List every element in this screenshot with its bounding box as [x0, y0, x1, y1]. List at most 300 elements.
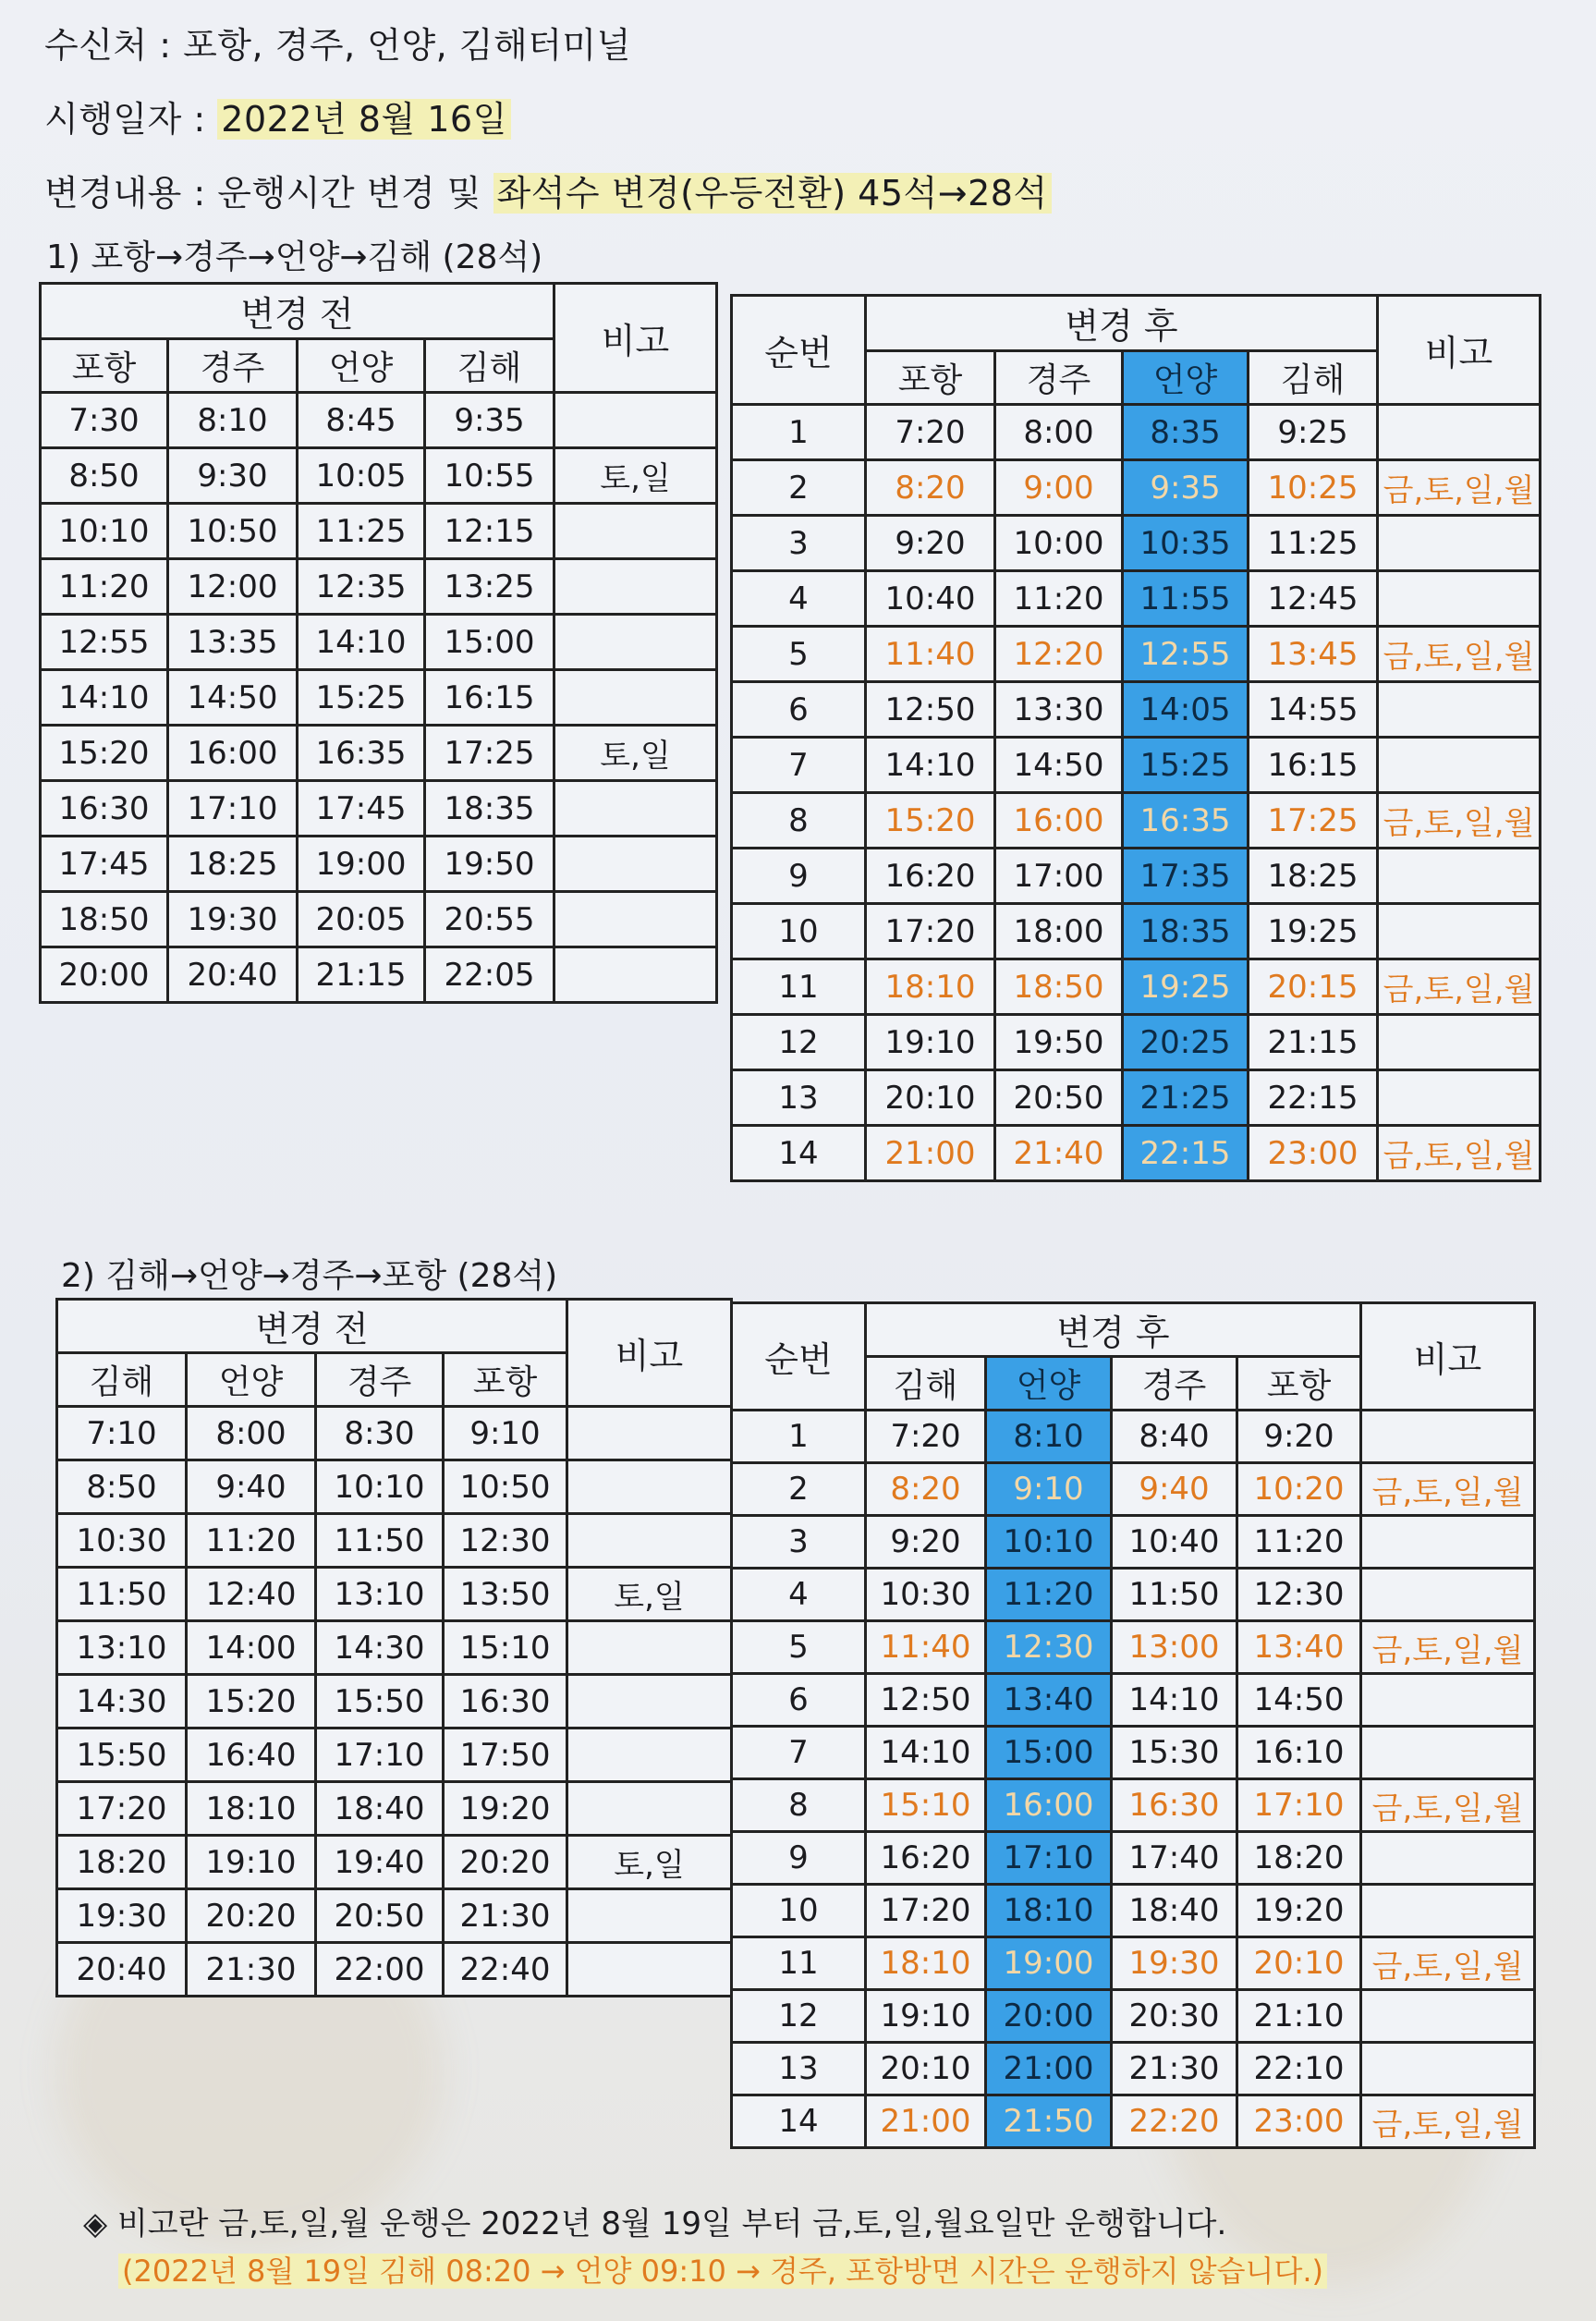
remark-cell	[1379, 905, 1541, 960]
column-header: 김해	[426, 340, 555, 394]
time-cell: 17:00	[996, 849, 1124, 905]
time-cell: 11:20	[996, 572, 1124, 628]
time-cell: 13:10	[317, 1569, 445, 1622]
time-cell: 19:00	[298, 837, 426, 893]
time-cell: 21:00	[867, 2096, 987, 2149]
column-header: 경주	[317, 1354, 445, 1408]
time-cell: 15:10	[867, 1780, 987, 1833]
time-cell: 18:35	[1124, 905, 1249, 960]
remark-cell	[555, 394, 718, 449]
time-cell: 7:20	[867, 1411, 987, 1464]
time-cell: 18:10	[188, 1783, 317, 1837]
time-cell: 14:10	[42, 671, 169, 727]
time-cell: 16:00	[987, 1780, 1113, 1833]
time-cell: 13:00	[1113, 1622, 1238, 1675]
time-cell: 20:50	[996, 1071, 1124, 1127]
time-cell: 13:45	[1249, 628, 1379, 683]
section1-title: 1) 포항→경주→언양→김해 (28석)	[46, 238, 543, 276]
time-cell: 19:30	[1113, 1938, 1238, 1991]
seq-cell: 5	[733, 628, 867, 683]
time-cell: 19:40	[317, 1837, 445, 1890]
header-remark: 비고	[568, 1301, 733, 1408]
time-cell: 14:10	[1113, 1675, 1238, 1728]
time-cell: 19:10	[867, 1991, 987, 2044]
time-cell: 11:55	[1124, 572, 1249, 628]
seq-cell: 14	[733, 2096, 867, 2149]
time-cell: 10:50	[445, 1461, 568, 1515]
column-header: 포항	[867, 352, 996, 406]
time-cell: 20:00	[987, 1991, 1113, 2044]
header-after: 변경 후	[867, 297, 1379, 352]
time-cell: 18:20	[58, 1837, 188, 1890]
time-cell: 21:25	[1124, 1071, 1249, 1127]
time-cell: 19:30	[58, 1890, 188, 1944]
remark-cell	[555, 505, 718, 560]
remark-cell: 금,토,일,월	[1379, 628, 1541, 683]
time-cell: 18:25	[1249, 849, 1379, 905]
remark-cell	[1362, 1991, 1536, 2044]
time-cell: 14:10	[867, 1728, 987, 1780]
seq-cell: 12	[733, 1991, 867, 2044]
remark-cell: 토,일	[568, 1569, 733, 1622]
time-cell: 12:50	[867, 683, 996, 739]
time-cell: 16:35	[298, 727, 426, 782]
time-cell: 20:15	[1249, 960, 1379, 1016]
column-header: 김해	[1249, 352, 1379, 406]
time-cell: 12:35	[298, 560, 426, 616]
footer-note: ◈ 비고란 금,토,일,월 운행은 2022년 8월 19일 부터 금,토,일,월요일만 운행합니다.	[83, 2205, 1227, 2242]
time-cell: 8:00	[188, 1408, 317, 1461]
remark-cell	[1379, 849, 1541, 905]
time-cell: 15:25	[1124, 739, 1249, 794]
time-cell: 11:40	[867, 628, 996, 683]
remark-cell: 금,토,일,월	[1362, 1780, 1536, 1833]
time-cell: 7:10	[58, 1408, 188, 1461]
time-cell: 16:30	[42, 782, 169, 837]
remark-cell	[555, 948, 718, 1004]
time-cell: 20:10	[867, 2044, 987, 2096]
time-cell: 8:30	[317, 1408, 445, 1461]
time-cell: 18:40	[1113, 1886, 1238, 1938]
time-cell: 10:10	[987, 1517, 1113, 1570]
time-cell: 17:10	[317, 1729, 445, 1783]
time-cell: 14:50	[169, 671, 298, 727]
time-cell: 18:00	[996, 905, 1124, 960]
time-cell: 10:10	[42, 505, 169, 560]
time-cell: 19:20	[445, 1783, 568, 1837]
time-cell: 11:25	[298, 505, 426, 560]
time-cell: 20:40	[58, 1944, 188, 1997]
time-cell: 22:00	[317, 1944, 445, 1997]
section2-title: 2) 김해→언양→경주→포항 (28석)	[61, 1257, 558, 1295]
seq-cell: 10	[733, 1886, 867, 1938]
time-cell: 11:50	[317, 1515, 445, 1569]
time-cell: 18:35	[426, 782, 555, 837]
seq-cell: 8	[733, 1780, 867, 1833]
column-header: 경주	[996, 352, 1124, 406]
time-cell: 21:50	[987, 2096, 1113, 2149]
section1-before-table	[39, 282, 718, 1004]
seq-cell: 7	[733, 1728, 867, 1780]
time-cell: 15:20	[188, 1676, 317, 1729]
remark-cell: 토,일	[555, 449, 718, 505]
time-cell: 8:35	[1124, 406, 1249, 461]
time-cell: 14:00	[188, 1622, 317, 1676]
seq-cell: 1	[733, 406, 867, 461]
column-header: 언양	[1124, 352, 1249, 406]
time-cell: 12:30	[987, 1622, 1113, 1675]
time-cell: 12:30	[445, 1515, 568, 1569]
time-cell: 10:30	[58, 1515, 188, 1569]
time-cell: 16:10	[1238, 1728, 1362, 1780]
time-cell: 15:25	[298, 671, 426, 727]
time-cell: 14:30	[317, 1622, 445, 1676]
seq-cell: 11	[733, 1938, 867, 1991]
remark-cell	[1362, 2044, 1536, 2096]
remark-cell	[1379, 1016, 1541, 1071]
seq-cell: 9	[733, 1833, 867, 1886]
time-cell: 15:50	[317, 1676, 445, 1729]
time-cell: 13:40	[1238, 1622, 1362, 1675]
time-cell: 10:55	[426, 449, 555, 505]
time-cell: 19:10	[867, 1016, 996, 1071]
date-value: 2022년 8월 16일	[217, 99, 511, 140]
time-cell: 9:40	[1113, 1464, 1238, 1517]
column-header: 언양	[188, 1354, 317, 1408]
remark-cell	[1362, 1728, 1536, 1780]
seq-cell: 5	[733, 1622, 867, 1675]
remark-cell	[568, 1515, 733, 1569]
time-cell: 10:00	[996, 517, 1124, 572]
section2-after-table	[730, 1301, 1536, 2149]
remark-cell	[555, 616, 718, 671]
time-cell: 18:25	[169, 837, 298, 893]
time-cell: 16:30	[445, 1676, 568, 1729]
time-cell: 11:25	[1249, 517, 1379, 572]
time-cell: 16:00	[996, 794, 1124, 849]
time-cell: 13:10	[58, 1622, 188, 1676]
time-cell: 8:00	[996, 406, 1124, 461]
section2-before-table	[55, 1298, 733, 1997]
remark-cell	[1362, 1517, 1536, 1570]
time-cell: 20:55	[426, 893, 555, 948]
remark-cell: 금,토,일,월	[1379, 960, 1541, 1016]
header-remark: 비고	[1379, 297, 1541, 406]
remark-cell	[555, 837, 718, 893]
time-cell: 21:30	[445, 1890, 568, 1944]
time-cell: 8:40	[1113, 1411, 1238, 1464]
time-cell: 18:40	[317, 1783, 445, 1837]
remark-cell	[1362, 1411, 1536, 1464]
remark-cell	[555, 671, 718, 727]
remark-cell	[568, 1944, 733, 1997]
seq-cell: 6	[733, 683, 867, 739]
time-cell: 15:00	[987, 1728, 1113, 1780]
time-cell: 9:35	[426, 394, 555, 449]
time-cell: 7:30	[42, 394, 169, 449]
column-header: 포항	[42, 340, 169, 394]
time-cell: 23:00	[1238, 2096, 1362, 2149]
remark-cell	[1362, 1833, 1536, 1886]
column-header: 김해	[58, 1354, 188, 1408]
seq-cell: 3	[733, 517, 867, 572]
time-cell: 19:30	[169, 893, 298, 948]
remark-cell: 금,토,일,월	[1362, 1622, 1536, 1675]
date-label: 시행일자 :	[44, 99, 218, 140]
seq-cell: 2	[733, 1464, 867, 1517]
time-cell: 16:35	[1124, 794, 1249, 849]
seq-cell: 13	[733, 1071, 867, 1127]
seq-cell: 12	[733, 1016, 867, 1071]
time-cell: 19:25	[1249, 905, 1379, 960]
time-cell: 8:10	[169, 394, 298, 449]
time-cell: 18:10	[987, 1886, 1113, 1938]
change-label: 변경내용 : 운행시간 변경 및	[44, 173, 493, 214]
time-cell: 13:25	[426, 560, 555, 616]
time-cell: 10:10	[317, 1461, 445, 1515]
time-cell: 17:20	[867, 1886, 987, 1938]
time-cell: 15:30	[1113, 1728, 1238, 1780]
seq-cell: 7	[733, 739, 867, 794]
column-header: 경주	[169, 340, 298, 394]
header-remark: 비고	[1362, 1304, 1536, 1411]
time-cell: 15:00	[426, 616, 555, 671]
time-cell: 22:05	[426, 948, 555, 1004]
remark-cell	[1379, 572, 1541, 628]
time-cell: 16:20	[867, 849, 996, 905]
time-cell: 11:20	[188, 1515, 317, 1569]
header-seq: 순번	[733, 1304, 867, 1411]
time-cell: 21:15	[1249, 1016, 1379, 1071]
time-cell: 10:40	[1113, 1517, 1238, 1570]
time-cell: 19:20	[1238, 1886, 1362, 1938]
change-content-line	[44, 165, 1052, 215]
time-cell: 21:00	[987, 2044, 1113, 2096]
remark-cell: 금,토,일,월	[1362, 1464, 1536, 1517]
time-cell: 8:20	[867, 461, 996, 517]
remark-cell: 금,토,일,월	[1362, 1938, 1536, 1991]
column-header: 김해	[867, 1358, 987, 1411]
time-cell: 11:20	[1238, 1517, 1362, 1570]
change-value: 좌석수 변경(우등전환) 45석→28석	[493, 173, 1052, 214]
time-cell: 21:15	[298, 948, 426, 1004]
time-cell: 9:20	[1238, 1411, 1362, 1464]
remark-cell	[568, 1890, 733, 1944]
remark-cell: 토,일	[568, 1837, 733, 1890]
time-cell: 18:50	[996, 960, 1124, 1016]
remark-cell	[568, 1622, 733, 1676]
header-seq: 순번	[733, 297, 867, 406]
seq-cell: 13	[733, 2044, 867, 2096]
section1-after-table	[730, 294, 1541, 1182]
time-cell: 17:10	[987, 1833, 1113, 1886]
time-cell: 12:45	[1249, 572, 1379, 628]
time-cell: 13:50	[445, 1569, 568, 1622]
effective-date-line	[44, 91, 511, 141]
time-cell: 11:50	[58, 1569, 188, 1622]
remark-cell: 금,토,일,월	[1362, 2096, 1536, 2149]
time-cell: 19:00	[987, 1938, 1113, 1991]
column-header: 언양	[298, 340, 426, 394]
time-cell: 20:40	[169, 948, 298, 1004]
time-cell: 13:30	[996, 683, 1124, 739]
time-cell: 12:15	[426, 505, 555, 560]
remark-cell: 금,토,일,월	[1379, 461, 1541, 517]
time-cell: 9:30	[169, 449, 298, 505]
time-cell: 17:20	[867, 905, 996, 960]
remark-cell	[1362, 1570, 1536, 1622]
time-cell: 10:05	[298, 449, 426, 505]
time-cell: 8:10	[987, 1411, 1113, 1464]
time-cell: 16:15	[1249, 739, 1379, 794]
time-cell: 13:35	[169, 616, 298, 671]
time-cell: 9:25	[1249, 406, 1379, 461]
column-header: 언양	[987, 1358, 1113, 1411]
seq-cell: 1	[733, 1411, 867, 1464]
time-cell: 10:25	[1249, 461, 1379, 517]
time-cell: 8:20	[867, 1464, 987, 1517]
column-header: 경주	[1113, 1358, 1238, 1411]
time-cell: 12:50	[867, 1675, 987, 1728]
time-cell: 17:10	[169, 782, 298, 837]
time-cell: 19:50	[996, 1016, 1124, 1071]
time-cell: 18:10	[867, 1938, 987, 1991]
time-cell: 14:05	[1124, 683, 1249, 739]
time-cell: 19:50	[426, 837, 555, 893]
time-cell: 12:55	[1124, 628, 1249, 683]
time-cell: 19:10	[188, 1837, 317, 1890]
recipients-line: 수신처 : 포항, 경주, 언양, 김해터미널	[44, 25, 631, 66]
time-cell: 14:50	[996, 739, 1124, 794]
seq-cell: 9	[733, 849, 867, 905]
time-cell: 15:50	[58, 1729, 188, 1783]
remark-cell: 토,일	[555, 727, 718, 782]
time-cell: 21:30	[1113, 2044, 1238, 2096]
time-cell: 8:50	[42, 449, 169, 505]
time-cell: 16:30	[1113, 1780, 1238, 1833]
column-header: 포항	[1238, 1358, 1362, 1411]
time-cell: 12:55	[42, 616, 169, 671]
remark-cell	[1362, 1886, 1536, 1938]
time-cell: 14:10	[298, 616, 426, 671]
time-cell: 18:50	[42, 893, 169, 948]
time-cell: 13:40	[987, 1675, 1113, 1728]
seq-cell: 8	[733, 794, 867, 849]
seq-cell: 4	[733, 1570, 867, 1622]
seq-cell: 3	[733, 1517, 867, 1570]
time-cell: 11:20	[987, 1570, 1113, 1622]
time-cell: 14:50	[1238, 1675, 1362, 1728]
time-cell: 10:30	[867, 1570, 987, 1622]
time-cell: 9:35	[1124, 461, 1249, 517]
time-cell: 21:40	[996, 1127, 1124, 1182]
seq-cell: 11	[733, 960, 867, 1016]
remark-cell	[1362, 1675, 1536, 1728]
time-cell: 17:40	[1113, 1833, 1238, 1886]
time-cell: 22:40	[445, 1944, 568, 1997]
time-cell: 21:00	[867, 1127, 996, 1182]
remark-cell: 금,토,일,월	[1379, 1127, 1541, 1182]
time-cell: 12:00	[169, 560, 298, 616]
remark-cell	[568, 1408, 733, 1461]
header-before: 변경 전	[42, 285, 555, 340]
time-cell: 15:20	[42, 727, 169, 782]
time-cell: 22:20	[1113, 2096, 1238, 2149]
time-cell: 10:40	[867, 572, 996, 628]
time-cell: 8:50	[58, 1461, 188, 1515]
remark-cell: 금,토,일,월	[1379, 794, 1541, 849]
time-cell: 14:30	[58, 1676, 188, 1729]
time-cell: 17:25	[1249, 794, 1379, 849]
time-cell: 18:10	[867, 960, 996, 1016]
time-cell: 15:10	[445, 1622, 568, 1676]
time-cell: 9:10	[987, 1464, 1113, 1517]
time-cell: 20:10	[867, 1071, 996, 1127]
column-header: 포항	[445, 1354, 568, 1408]
header-after: 변경 후	[867, 1304, 1362, 1358]
time-cell: 19:25	[1124, 960, 1249, 1016]
time-cell: 17:20	[58, 1783, 188, 1837]
time-cell: 17:45	[298, 782, 426, 837]
time-cell: 18:20	[1238, 1833, 1362, 1886]
remark-cell	[1379, 739, 1541, 794]
seq-cell: 6	[733, 1675, 867, 1728]
time-cell: 9:40	[188, 1461, 317, 1515]
time-cell: 9:20	[867, 517, 996, 572]
time-cell: 22:10	[1238, 2044, 1362, 2096]
time-cell: 14:55	[1249, 683, 1379, 739]
time-cell: 20:10	[1238, 1938, 1362, 1991]
seq-cell: 10	[733, 905, 867, 960]
time-cell: 16:40	[188, 1729, 317, 1783]
time-cell: 17:25	[426, 727, 555, 782]
remark-cell	[568, 1461, 733, 1515]
time-cell: 10:50	[169, 505, 298, 560]
remark-cell	[555, 560, 718, 616]
time-cell: 15:20	[867, 794, 996, 849]
time-cell: 23:00	[1249, 1127, 1379, 1182]
remark-cell	[1379, 517, 1541, 572]
remark-cell	[555, 893, 718, 948]
seq-cell: 2	[733, 461, 867, 517]
time-cell: 22:15	[1249, 1071, 1379, 1127]
time-cell: 20:05	[298, 893, 426, 948]
time-cell: 20:00	[42, 948, 169, 1004]
time-cell: 20:20	[445, 1837, 568, 1890]
header-remark: 비고	[555, 285, 718, 394]
time-cell: 21:10	[1238, 1991, 1362, 2044]
remark-cell	[1379, 406, 1541, 461]
time-cell: 22:15	[1124, 1127, 1249, 1182]
time-cell: 12:30	[1238, 1570, 1362, 1622]
time-cell: 12:40	[188, 1569, 317, 1622]
time-cell: 21:30	[188, 1944, 317, 1997]
time-cell: 10:35	[1124, 517, 1249, 572]
remark-cell	[1379, 1071, 1541, 1127]
time-cell: 16:15	[426, 671, 555, 727]
time-cell: 9:20	[867, 1517, 987, 1570]
time-cell: 7:20	[867, 406, 996, 461]
footer-note-secondary: (2022년 8월 19일 김해 08:20 → 언양 09:10 → 경주, 포항방면 시간은 운행하지 않습니다.)	[118, 2248, 1327, 2290]
remark-cell	[568, 1729, 733, 1783]
remark-cell	[568, 1676, 733, 1729]
time-cell: 11:20	[42, 560, 169, 616]
time-cell: 17:50	[445, 1729, 568, 1783]
time-cell: 16:00	[169, 727, 298, 782]
header-before: 변경 전	[58, 1301, 568, 1354]
time-cell: 20:30	[1113, 1991, 1238, 2044]
time-cell: 17:10	[1238, 1780, 1362, 1833]
